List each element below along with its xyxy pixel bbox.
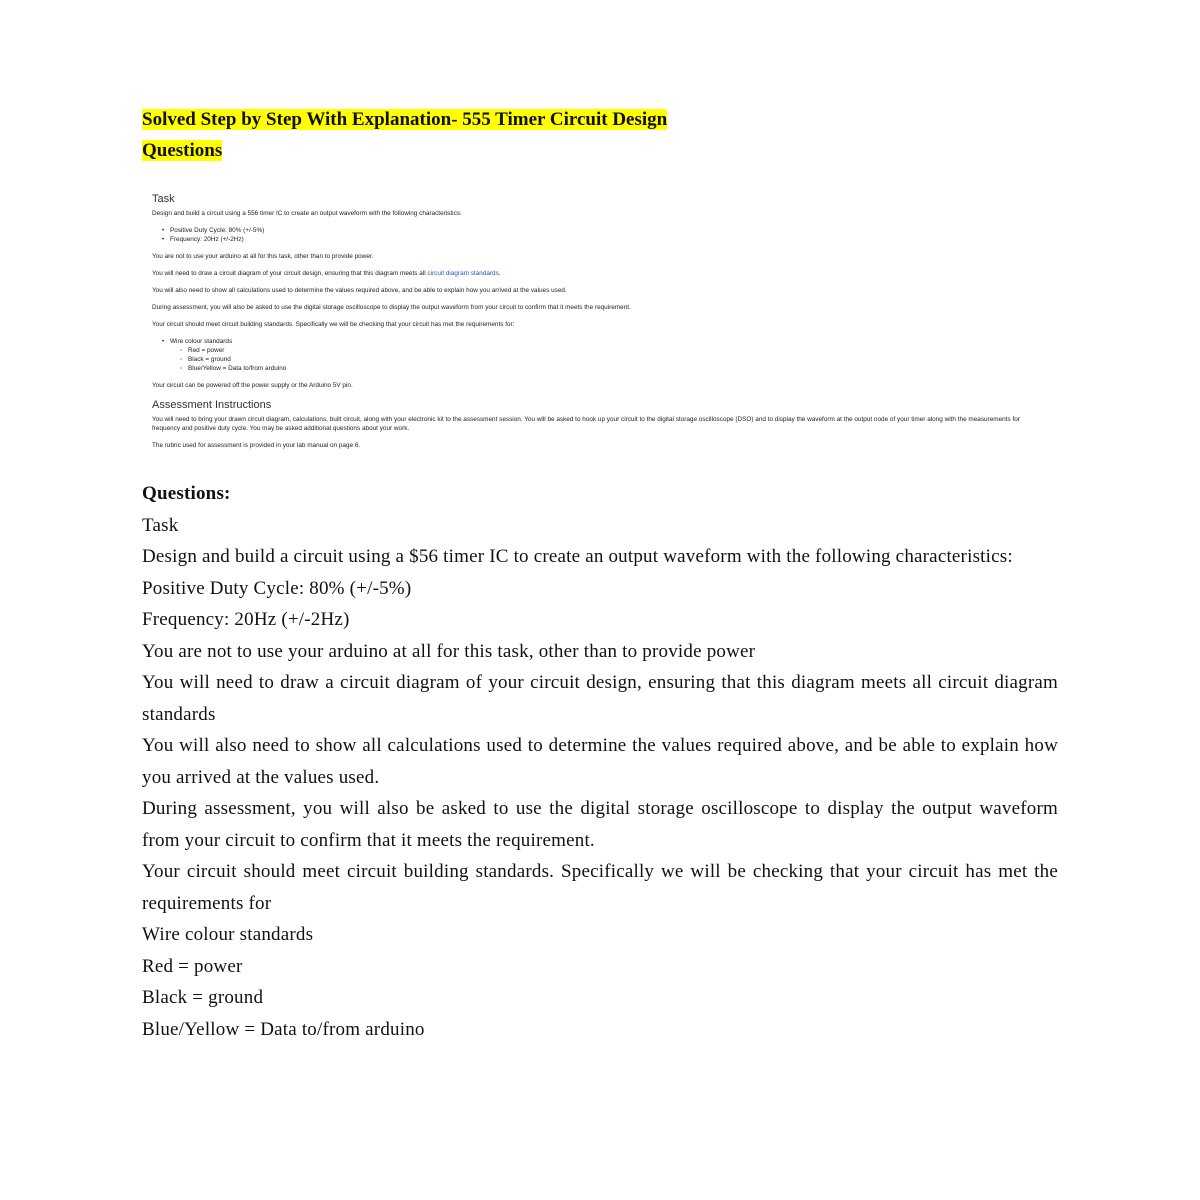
question-line: Your circuit should meet circuit building standards. Specifically we will be checking that your circuit has met the requirements for <box>142 861 1058 914</box>
document-page <box>142 108 1058 1040</box>
embedded-power-note: Your circuit can be powered off the power supply or the Arduino 5V pin. <box>152 382 353 389</box>
question-line: Blue/Yellow = Data to/from arduino <box>142 1018 425 1040</box>
list-item: ◦ Blue/Yellow = Data to/from arduino <box>180 365 287 372</box>
embedded-diagram-note: You will need to draw a circuit diagram of your circuit design, ensuring that this diagram meets all circuit diagram standards. <box>152 270 501 277</box>
questions-heading: Questions: <box>142 483 231 504</box>
embedded-arduino-note: You are not to use your arduino at all for this task, other than to provide power. <box>152 253 374 260</box>
questions-section <box>142 478 1058 1045</box>
list-item: • Wire colour standards ◦ Red = power ◦ Black = ground ◦ Blue/Yellow = Data to/from arduino <box>162 337 1042 373</box>
title-line-1 <box>142 108 1058 139</box>
embedded-assessment-text: You will need to bring your drawn circuit diagram, calculations, built circuit, along with your electronic kit to the assessment session. You will be asked to hook up your circuit to the digital storage oscilloscope (DSO) and to display the waveform at the output node of your timer along with the measurements for frequency and positive duty cycle. You may be asked additional questions about your work. <box>152 416 1020 432</box>
embedded-calc-note: You will also need to show all calculations used to determine the values required above, and be able to explain how you arrived at the values used. <box>152 287 567 294</box>
list-item: ◦ Red = power <box>180 347 225 354</box>
embedded-assessment-heading: Assessment Instructions <box>152 399 272 411</box>
question-line: Task <box>142 514 179 536</box>
embedded-bullets <box>152 226 1042 244</box>
embedded-intro: Design and build a circuit using a 556 timer IC to create an output waveform with the following characteristics: <box>152 210 462 217</box>
embedded-screenshot <box>152 192 1042 450</box>
question-line: Black = ground <box>142 987 264 1008</box>
list-item: • Positive Duty Cycle: 80% (+/-5%) <box>162 227 265 234</box>
list-item: • Frequency: 20Hz (+/-2Hz) <box>162 236 244 243</box>
question-line: You are not to use your arduino at all for this task, other than to provide power <box>142 640 756 662</box>
question-line: Wire colour standards <box>142 924 314 945</box>
document-subtitle: Questions <box>142 140 223 161</box>
question-line: During assessment, you will also be asked to use the digital storage oscilloscope to display the output waveform from your circuit to confirm that it meets the requirement. <box>142 798 1058 851</box>
embedded-rubric-note: The rubric used for assessment is provided in your lab manual on page 6. <box>152 442 361 449</box>
embedded-assessment-note: During assessment, you will also be asked to use the digital storage oscilloscope to display the output waveform from your circuit to confirm that it meets the requirement. <box>152 304 631 311</box>
question-line: Red = power <box>142 955 243 977</box>
question-line: You will also need to show all calculations used to determine the values required above, and be able to explain how you arrived at the values used. <box>142 735 1058 788</box>
embedded-task-heading: Task <box>152 193 175 205</box>
question-line: Design and build a circuit using a $56 timer IC to create an output waveform with the following characteristics: <box>142 546 1013 567</box>
list-item: ◦ Black = ground <box>180 356 231 363</box>
question-line: You will need to draw a circuit diagram of your circuit design, ensuring that this diagram meets all circuit diagram standards <box>142 672 1058 725</box>
document-title: Solved Step by Step With Explanation- 555 Timer Circuit Design <box>142 109 668 130</box>
embedded-standards-note: Your circuit should meet circuit building standards. Specifically we will be checking that your circuit has met the requirements for: <box>152 321 515 328</box>
title-line-2 <box>142 139 1058 170</box>
question-line: Positive Duty Cycle: 80% (+/-5%) <box>142 577 412 599</box>
embedded-wire-list <box>152 337 1042 373</box>
circuit-diagram-standards-link[interactable]: circuit diagram standards <box>427 270 499 277</box>
question-line: Frequency: 20Hz (+/-2Hz) <box>142 609 350 630</box>
